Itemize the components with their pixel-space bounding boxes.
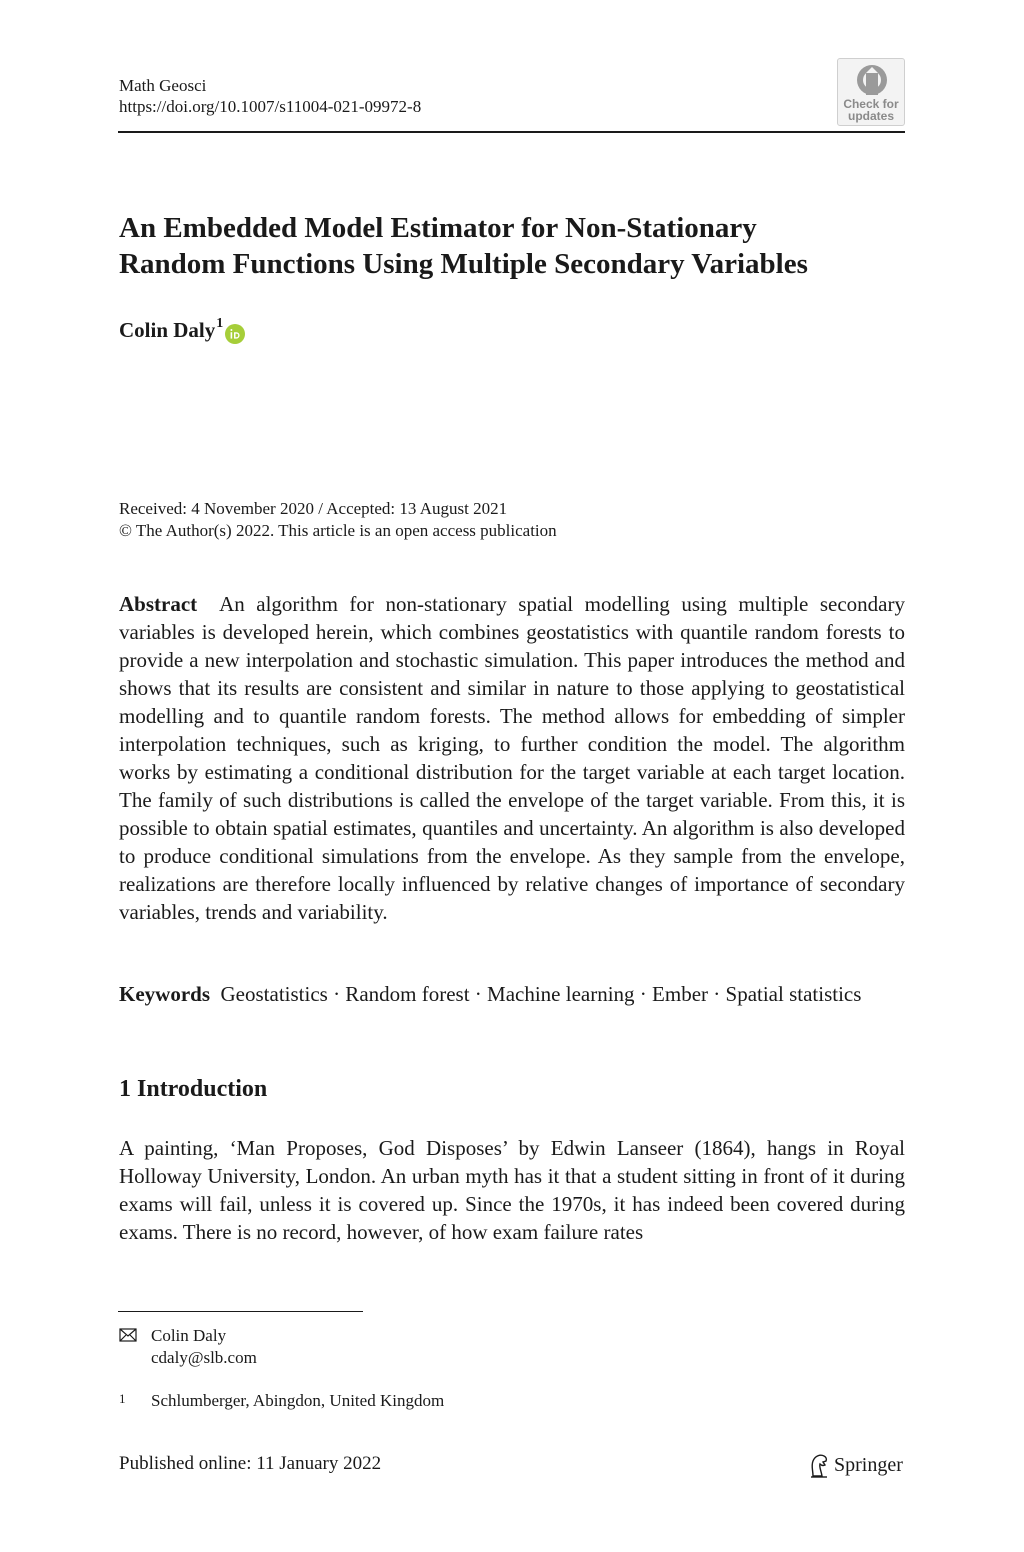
- journal-name: Math Geosci: [119, 76, 207, 95]
- article-title: [119, 210, 909, 282]
- article-dates: [119, 498, 557, 542]
- author-line: [119, 318, 245, 344]
- keywords-text: Geostatistics · Random forest · Machine learning · Ember · Spatial statistics: [220, 982, 862, 1006]
- envelope-icon: [119, 1328, 137, 1342]
- author-name[interactable]: Colin Daly: [119, 318, 216, 342]
- publisher-logo: [808, 1452, 903, 1478]
- keywords-label: Keywords: [119, 982, 210, 1006]
- abstract: [119, 590, 905, 926]
- abstract-text: An algorithm for non-stationary spatial modelling using multiple secondary variables is developed herein, which combines geostatistics with quantile random forests to provide a new interpolation and stochastic simulation. This paper introduces the method and shows that its results are consistent and similar in nature to those applying to geostatistical modelling and to quantile random forests. The method allows for embedding of simpler interpolation techniques, such as kriging, to further condition the model. The algorithm works by estimating a conditional distribution for the target variable at each target location. The family of such distributions is called the envelope of the target variable. From this, it is possible to obtain spatial estimates, quantiles and uncertainty. An algorithm is also developed to produce conditional simulations from the envelope. As they sample from the envelope, realizations are therefore locally influenced by relative changes of importance of secondary variables, trends and variability.: [119, 592, 905, 924]
- contact-name: Colin Daly: [151, 1326, 227, 1345]
- received-accepted: Received: 4 November 2020 / Accepted: 13 August 2021: [119, 499, 508, 518]
- section-heading-introduction: 1 Introduction: [119, 1076, 268, 1102]
- title-line-2: Random Functions Using Multiple Secondary Variables: [119, 248, 808, 280]
- author-affiliation-mark: 1: [216, 316, 224, 331]
- header-rule: [118, 131, 905, 133]
- check-updates-icon: [855, 63, 889, 97]
- introduction-text: A painting, ‘Man Proposes, God Disposes’ by Edwin Lanseer (1864), hangs in Royal Holloway University, London. An urban myth has it that a student sitting in front of it during exams will fail, unless it is covered up. Since the 1970s, it has indeed been covered during exams. There is no record, however, of how exam failure rates: [119, 1136, 905, 1244]
- footnote-affiliation-mark: 1: [119, 1391, 126, 1406]
- check-updates-text-1: Check for: [843, 97, 899, 111]
- orcid-icon[interactable]: [225, 324, 245, 344]
- copyright-notice: © The Author(s) 2022. This article is an open access publication: [119, 521, 557, 540]
- footnote-rule: [118, 1311, 363, 1312]
- running-header: [119, 75, 421, 117]
- abstract-label: Abstract: [119, 592, 198, 616]
- footnote-contact: [151, 1325, 257, 1369]
- footnote-affiliation: Schlumberger, Abingdon, United Kingdom: [151, 1391, 445, 1410]
- keywords: [119, 980, 905, 1008]
- contact-email[interactable]: cdaly@slb.com: [151, 1348, 257, 1367]
- springer-horse-icon: [808, 1452, 830, 1478]
- check-updates-text-2: updates: [847, 109, 894, 123]
- title-line-1: An Embedded Model Estimator for Non-Stationary: [119, 212, 757, 244]
- published-online: Published online: 11 January 2022: [119, 1453, 382, 1474]
- publisher-name: Springer: [834, 1453, 903, 1476]
- doi-link[interactable]: https://doi.org/10.1007/s11004-021-09972-8: [119, 97, 422, 116]
- check-for-updates-badge[interactable]: [837, 58, 905, 126]
